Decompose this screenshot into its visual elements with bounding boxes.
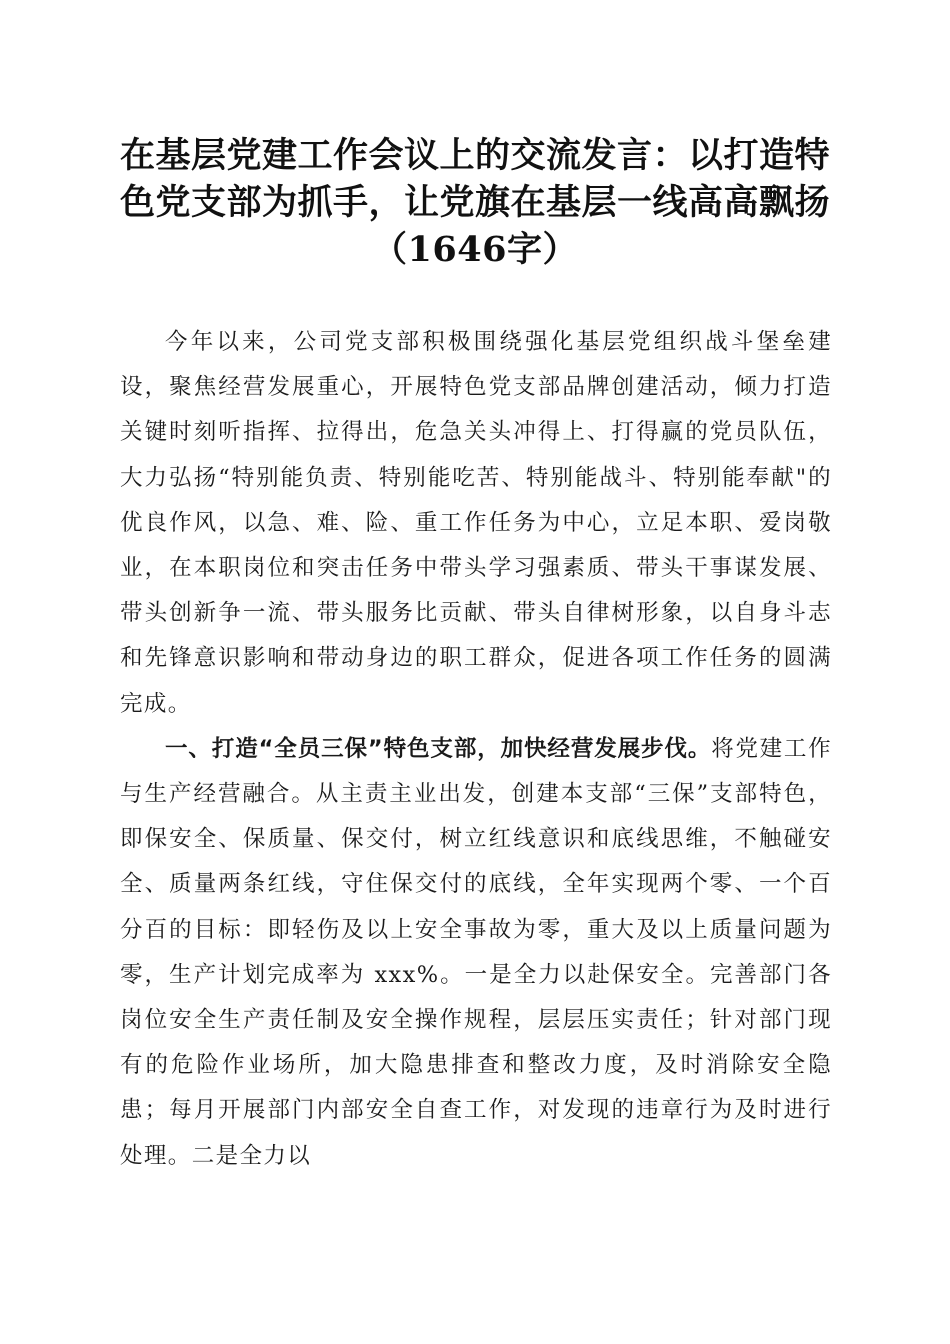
document-body: [120, 320, 832, 1179]
title-word-count: （1646字）: [372, 229, 578, 270]
paragraph-intro-text: 今年以来，公司党支部积极围绕强化基层党组织战斗堡垒建设，聚焦经营发展重心，开展特色党支部品牌创建活动，倾力打造关键时刻听指挥、拉得出，危急关头冲得上、打得赢的党员队伍，大力弘扬“特别能负责、特别能吃苦、特别能战斗、特别能奉献"的优良作风，以急、难、险、重工作任务为中心，立足本职、爱岗敬业，在本职岗位和突击任务中带头学习强素质、带头干事谋发展、带头创新争一流、带头服务比贡献、带头自律树形象，以自身斗志和先锋意识影响和带动身边的职工群众，促进各项工作任务的圆满完成。: [120, 329, 832, 717]
section-1-heading: 一、打造“全员三保”特色支部，加快经营发展步伐。: [165, 735, 712, 762]
paragraph-intro: [120, 320, 832, 727]
document-title: [100, 132, 850, 273]
paragraph-section-1: [120, 727, 832, 1179]
title-line-2: 色党支部为抓手，让党旗在基层一线高高飘扬: [119, 182, 830, 223]
title-line-1: 在基层党建工作会议上的交流发言：以打造特: [119, 135, 830, 176]
section-1-text: 将党建工作与生产经营融合。从主责主业出发，创建本支部“三保”支部特色，即保安全、保质量、保交付，树立红线意识和底线思维，不触碰安全、质量两条红线，守住保交付的底线，全年实现两个零、一个百分百的目标：即轻伤及以上安全事故为零，重大及以上质量问题为零，生产计划完成率为 xxx%。一是全力以赴保安全。完善部门各岗位安全生产责任制及安全操作规程，层层压实责任；针对部门现有的危险作业场所，加大隐患排查和整改力度，及时消除安全隐患；每月开展部门内部安全自查工作，对发现的违章行为及时进行处理。二是全力以: [120, 735, 832, 1169]
